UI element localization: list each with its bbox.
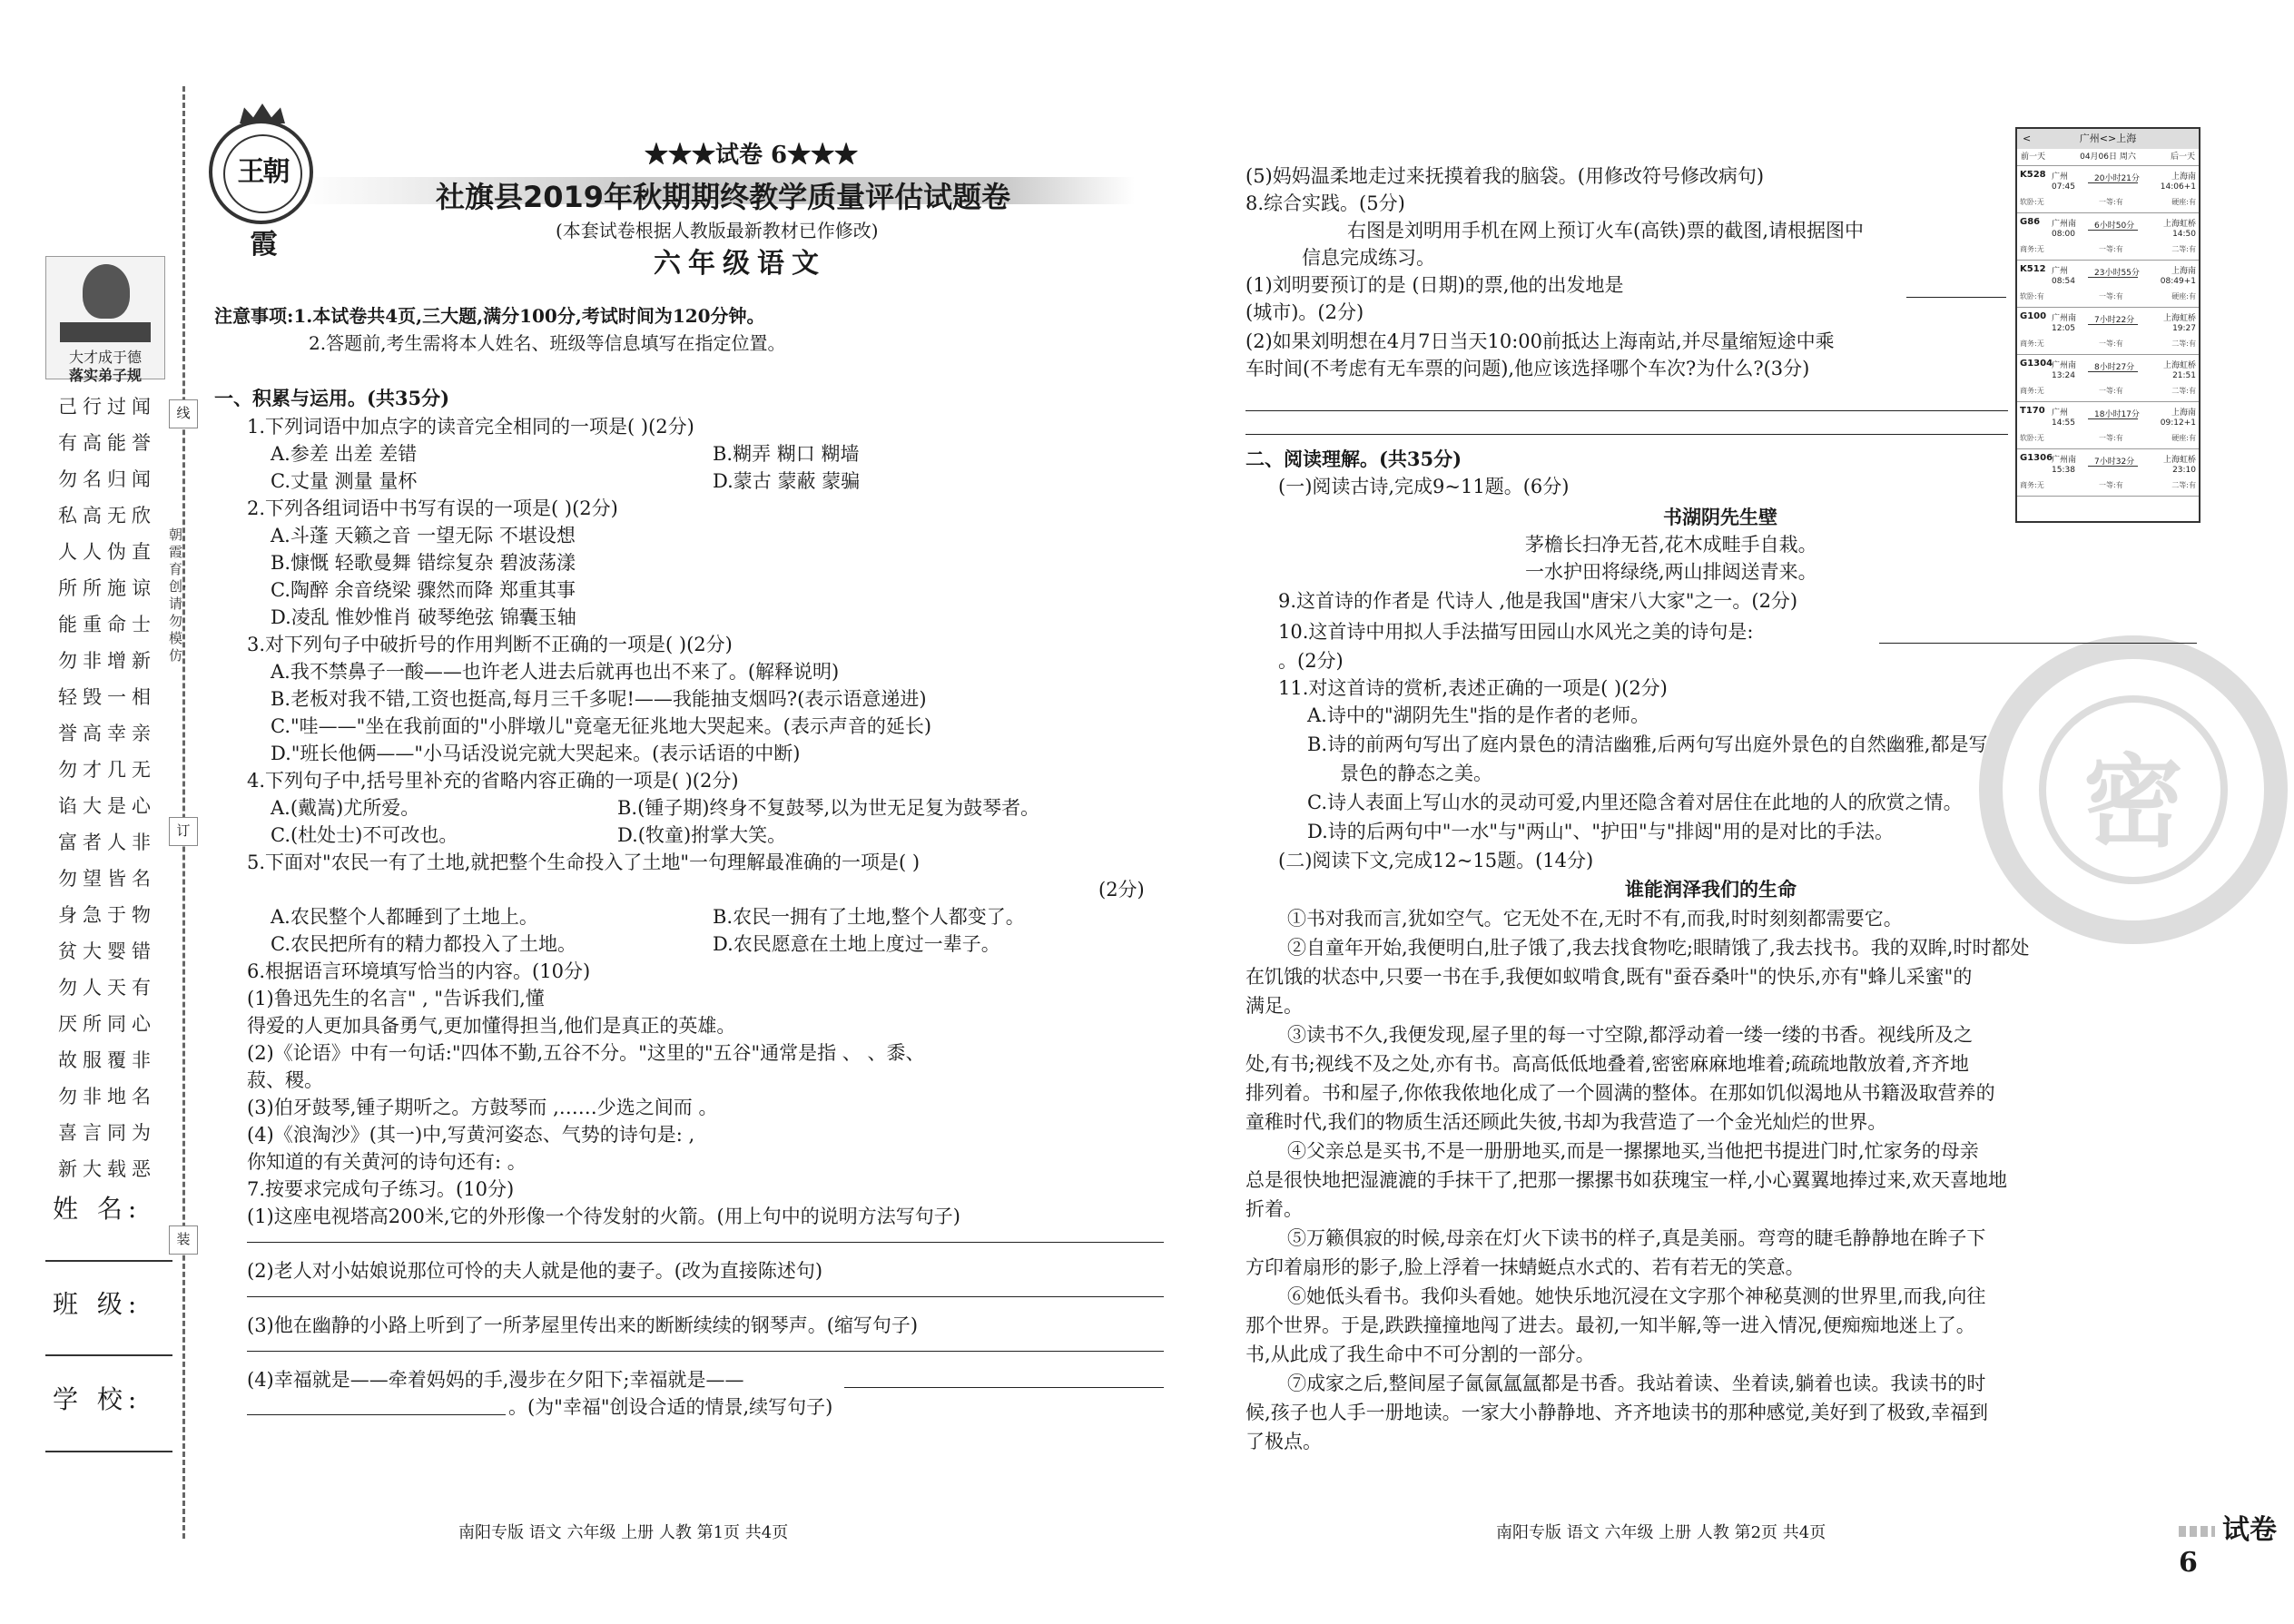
departure-station: 广州 (2052, 408, 2069, 418)
text-line: 满足。 (1245, 995, 1303, 1017)
seat-class-3: 二等:有 (2171, 245, 2196, 253)
seat-class-1: 商务:无 (2020, 245, 2044, 253)
answer-line[interactable] (1245, 410, 2008, 411)
arrival-time: 08:49+1 (2160, 277, 2196, 286)
proverb-line: 谄大是心 (58, 795, 156, 817)
text-line: 车时间(不考虑有无车票的问题),他应该选择哪个车次?为什么?(3分) (1245, 358, 1810, 379)
arrow-icon (2088, 230, 2138, 231)
text-line: 方印着扇形的影子,脸上浮着一抹蜻蜓点水式的、若有若无的笑意。 (1245, 1256, 1805, 1278)
train-row[interactable] (2017, 355, 2199, 402)
seat-class-2: 一等:有 (2099, 340, 2123, 348)
proverb-line: 贫大婴错 (58, 940, 156, 962)
crown-icon (240, 103, 285, 123)
arrival-station: 上海虹桥 (2162, 314, 2196, 323)
arrival-time: 14:06+1 (2160, 182, 2196, 192)
proverb-line: 所所施谅 (58, 577, 156, 599)
arrival-time: 19:27 (2172, 324, 2196, 333)
ticket-date-bar (2017, 149, 2199, 166)
text-line: C."哇——"坐在我前面的"小胖墩儿"竟毫无征兆地大哭起来。(表示声音的延长) (271, 715, 932, 737)
ticket-date: 04月06日 周六 (2080, 153, 2136, 162)
train-number: T170 (2020, 406, 2045, 416)
answer-line[interactable] (844, 1387, 1164, 1388)
name-field[interactable] (45, 1260, 172, 1262)
proverb-line: 勿非增新 (58, 650, 156, 672)
duration: 7小时22分 (2094, 316, 2135, 325)
student-figure-icon (83, 264, 130, 319)
text-line: 童稚时代,我们的物质生活还顾此失彼,书却为我营造了一个金光灿烂的世界。 (1245, 1111, 1887, 1133)
text-line: 那个世界。于是,跌跌撞撞地闯了进去。最初,一知半解,等一进入情况,便痴痴地迷上了。 (1245, 1314, 1975, 1336)
notice-line-2: 2.答题前,考生需将本人姓名、班级等信息填写在指定位置。 (309, 332, 786, 354)
proverb-line: 身急于物 (58, 904, 156, 926)
text-line: 在饥饿的状态中,只要一书在手,我便如蚁啃食,既有"蚕吞桑叶"的快乐,亦有"蜂儿采蜜"的 (1245, 966, 1973, 988)
train-number: G100 (2020, 311, 2047, 321)
text-line: C.丈量 测量 量杯 (271, 470, 418, 492)
text-line: ②自童年开始,我便明白,肚子饿了,我去找食物吃;眼睛饿了,我去找书。我的双眸,时时都处 (1287, 937, 2030, 959)
text-line: 2.下列各组词语中书写有误的一项是( )(2分) (247, 497, 618, 519)
binding-tag-line: 线 (169, 399, 198, 428)
text-line: 7.按要求完成句子练习。(10分) (247, 1178, 515, 1200)
departure-station: 广州南 (2052, 361, 2077, 370)
text-line: 谁能润泽我们的生命 (1625, 878, 1797, 901)
arrow-icon (2088, 418, 2138, 419)
text-line: 茅檐长扫净无苔,花木成畦手自栽。 (1525, 534, 1817, 556)
seat-class-1: 商务:无 (2020, 387, 2044, 395)
text-line: A.斗蓬 天籁之音 一望无际 不堪设想 (271, 525, 576, 546)
class-field[interactable] (45, 1354, 172, 1356)
text-line: (2)如果刘明想在4月7日当天10:00前抵达上海南站,并尽量缩短途中乘 (1245, 330, 1835, 352)
answer-line[interactable] (247, 1242, 1164, 1243)
seat-class-3: 硬座:有 (2171, 198, 2196, 206)
text-line: (2)老人对小姑娘说那位可怜的夫人就是他的妻子。(改为直接陈述句) (247, 1260, 823, 1282)
text-line: 8.综合实践。(5分) (1245, 192, 1405, 214)
arrival-station: 上海虹桥 (2162, 361, 2196, 370)
text-line: (3)伯牙鼓琴,锺子期听之。方鼓琴而 ,……少选之间而 。 (247, 1097, 718, 1118)
departure-time: 15:38 (2052, 466, 2075, 475)
text-line: (一)阅读古诗,完成9~11题。(6分) (1278, 476, 1570, 497)
text-line: (5)妈妈温柔地走过来抚摸着我的脑袋。(用修改符号修改病句) (1245, 165, 1765, 187)
arrival-station: 上海虹桥 (2162, 220, 2196, 229)
departure-time: 08:00 (2052, 230, 2075, 239)
prev-day: 前一天 (2021, 153, 2046, 162)
text-line: C.(杜处士)不可改也。 (271, 824, 458, 846)
duration: 23小时55分 (2094, 269, 2140, 278)
text-line: A.诗中的"湖阴先生"指的是作者的老师。 (1307, 704, 1650, 726)
text-line: A.参差 出差 差错 (271, 443, 418, 465)
text-line: 一、积累与运用。(共35分) (214, 387, 450, 409)
motto-line-2: 落实弟子规 (68, 367, 142, 384)
text-line: (城市)。(2分) (1245, 301, 1364, 323)
footer-left: 南阳专版 语文 六年级 上册 人教 第1页 共4页 (458, 1523, 789, 1542)
text-line: 排列着。书和屋子,你侬我侬地化成了一个圆满的整体。在那如饥似渴地从书籍汲取营养的 (1245, 1082, 1995, 1104)
text-line: 候,孩子也人手一册地读。一家大小静静地、齐齐地读书的那种感觉,美好到了极致,幸福到 (1245, 1402, 1989, 1423)
arrival-time: 23:10 (2172, 466, 2196, 475)
duration: 8小时27分 (2094, 363, 2135, 372)
proverb-line: 厌所同心 (58, 1013, 156, 1035)
departure-time: 12:05 (2052, 324, 2075, 333)
text-line: B.(锺子期)终身不复鼓琴,以为世无足复为鼓琴者。 (617, 797, 1040, 819)
next-day: 后一天 (2170, 153, 2195, 162)
ticket-route-label: 广州<>上海 (2079, 133, 2137, 144)
departure-station: 广州 (2052, 267, 2069, 276)
ticket-route (2017, 129, 2199, 149)
grade-subject: 六年级语文 (654, 248, 826, 280)
train-row[interactable] (2017, 402, 2199, 449)
text-line: (1)鲁迅先生的名言" , "告诉我们,懂 (247, 988, 545, 1009)
arrival-station: 上海南 (2171, 267, 2196, 276)
arrival-station: 上海南 (2171, 408, 2196, 418)
text-line: 10.这首诗中用拟人手法描写田园山水风光之美的诗句是: (1278, 621, 1754, 643)
text-line: D.(牧童)拊掌大笑。 (617, 824, 787, 846)
text-line: A.(戴嵩)尤所爱。 (271, 797, 420, 819)
text-line: D.诗的后两句中"一水"与"两山"、"护田"与"排闼"用的是对比的手法。 (1307, 821, 1895, 842)
back-icon: < (2023, 133, 2032, 144)
desk-icon (60, 322, 151, 342)
train-number: G1306 (2020, 453, 2053, 463)
arrow-icon (2088, 466, 2138, 467)
train-row[interactable] (2017, 261, 2199, 308)
train-row[interactable] (2017, 166, 2199, 213)
text-line: 信息完成练习。 (1302, 247, 1435, 269)
seat-class-2: 一等:有 (2099, 481, 2123, 489)
text-line: B.老板对我不错,工资也挺高,每月三千多呢!——我能抽支烟吗?(表示语意递进) (271, 688, 927, 710)
departure-time: 08:54 (2052, 277, 2075, 286)
text-line: B.慷慨 轻歌曼舞 错综复杂 碧波荡漾 (271, 552, 576, 574)
answer-line[interactable] (247, 1414, 506, 1415)
departure-time: 14:55 (2052, 418, 2075, 428)
text-line: 你知道的有关黄河的诗句还有: 。 (247, 1151, 527, 1173)
text-line: ④父亲总是买书,不是一册册地买,而是一摞摞地买,当他把书提进门时,忙家务的母亲 (1287, 1140, 1979, 1162)
arrival-station: 上海南 (2171, 172, 2196, 182)
seat-class-3: 硬座:有 (2171, 434, 2196, 442)
text-line: A.农民整个人都睡到了土地上。 (271, 906, 538, 928)
text-line: B.农民一拥有了土地,整个人都变了。 (713, 906, 1025, 928)
text-line: A.我不禁鼻子一酸——也许老人进去后就再也出不来了。(解释说明) (271, 661, 840, 683)
text-line: D.凌乱 惟妙惟肖 破琴绝弦 锦囊玉轴 (271, 606, 576, 628)
seat-class-2: 一等:有 (2099, 292, 2123, 300)
school-label: 学 校: (53, 1384, 143, 1414)
logo-text: 王朝霞 (223, 134, 302, 213)
seat-class-1: 软卧:无 (2020, 434, 2044, 442)
binding-tag-bind: 装 (169, 1225, 198, 1255)
text-line: 得爱的人更加具备勇气,更加懂得担当,他们是真正的英雄。 (247, 1015, 736, 1037)
text-line: (1)这座电视塔高200米,它的外形像一个待发射的火箭。(用上句中的说明方法写句子) (247, 1206, 960, 1227)
proverb-line: 人人伪直 (58, 541, 156, 563)
text-line: 折着。 (1245, 1198, 1303, 1220)
arrival-time: 09:12+1 (2160, 418, 2196, 428)
duration: 18小时17分 (2094, 410, 2140, 419)
motto-line-1: 大才成于德 (68, 349, 142, 366)
class-label: 班 级: (53, 1289, 143, 1319)
exam-subtitle: (本套试卷根据人教版最新教材已作修改) (556, 220, 879, 241)
text-line: C.农民把所有的精力都投入了土地。 (271, 933, 576, 955)
proverb-line: 勿才几无 (58, 759, 156, 781)
arrow-icon (2088, 371, 2138, 372)
dots-icon (2179, 1526, 2215, 1537)
proverb-line: 富者人非 (58, 832, 156, 853)
brand-logo (209, 120, 313, 261)
margin-note: 朝霞育创·请勿模仿 (169, 527, 187, 664)
paper-badge: ★★★试卷 6★★★ (645, 142, 859, 169)
proverb-line: 勿名归闻 (58, 468, 156, 490)
departure-station: 广州南 (2052, 314, 2077, 323)
text-line: (4)幸福就是——牵着妈妈的手,漫步在夕阳下;幸福就是—— (247, 1369, 744, 1391)
text-line: 了极点。 (1245, 1431, 1322, 1452)
proverb-column (58, 392, 160, 1191)
school-field[interactable] (45, 1451, 172, 1452)
proverb-line: 新大载恶 (58, 1158, 156, 1180)
text-line: B.诗的前两句写出了庭内景色的清洁幽雅,后两句写出庭外景色的自然幽雅,都是写 (1307, 733, 1988, 755)
seat-class-3: 二等:有 (2171, 387, 2196, 395)
seat-class-2: 一等:有 (2099, 245, 2123, 253)
proverb-line: 誉高幸亲 (58, 723, 156, 744)
text-line: ③读书不久,我便发现,屋子里的每一寸空隙,都浮动着一缕一缕的书香。视线所及之 (1287, 1024, 1974, 1046)
train-number: K528 (2020, 170, 2046, 180)
text-line: C.诗人表面上写山水的灵动可爱,内里还隐含着对居住在此地的人的欣赏之情。 (1307, 792, 1963, 813)
proverb-line: 勿人天有 (58, 977, 156, 999)
footer-badge-text: 试卷 6 (2179, 1514, 2277, 1579)
seat-class-1: 软卧:有 (2020, 292, 2044, 300)
duration: 20小时21分 (2094, 174, 2140, 183)
stamp-char: 密 (2083, 743, 2183, 861)
seat-class-1: 商务:无 (2020, 481, 2044, 489)
train-number: G86 (2020, 217, 2041, 227)
arrival-station: 上海虹桥 (2162, 456, 2196, 465)
train-row[interactable] (2017, 449, 2199, 497)
text-line: 9.这首诗的作者是 代诗人 ,他是我国"唐宋八大家"之一。(2分) (1278, 590, 1798, 612)
answer-line[interactable] (1245, 434, 2008, 435)
proverb-line: 喜言同为 (58, 1122, 156, 1144)
text-line: (2分) (1098, 879, 1145, 901)
arrival-time: 14:50 (2172, 230, 2196, 239)
binding-tag-order: 订 (169, 817, 198, 846)
proverb-line: 勿非地名 (58, 1086, 156, 1107)
text-line: ①书对我而言,犹如空气。它无处不在,无时不有,而我,时时刻刻都需要它。 (1287, 908, 1903, 930)
proverb-line: 己行过闻 (58, 396, 156, 418)
proverb-line: 私高无欣 (58, 505, 156, 527)
train-number: K512 (2020, 264, 2046, 274)
seat-class-3: 硬座:有 (2171, 292, 2196, 300)
text-line: 总是很快地把湿漉漉的手抹干了,把那一摞摞书如获瑰宝一样,小心翼翼地捧过来,欢天喜地地 (1245, 1169, 2008, 1191)
text-line: ⑦成家之后,整间屋子氤氤氲氲都是书香。我站着读、坐着读,躺着也读。我读书的时 (1287, 1373, 1986, 1394)
seat-class-2: 一等:有 (2099, 198, 2123, 206)
proverb-line: 轻毁一相 (58, 686, 156, 708)
text-line: (二)阅读下文,完成12~15题。(14分) (1278, 850, 1594, 871)
arrow-icon (2088, 277, 2138, 278)
text-line: 书湖阴先生壁 (1663, 506, 1777, 528)
train-row[interactable] (2017, 308, 2199, 355)
notice-line-1: 注意事项:1.本试卷共4页,三大题,满分100分,考试时间为120分钟。 (214, 305, 765, 327)
text-line: 1.下列词语中加点字的读音完全相同的一项是( )(2分) (247, 416, 694, 438)
text-line: 6.根据语言环境填写恰当的内容。(10分) (247, 960, 591, 982)
answer-line[interactable] (1906, 297, 2006, 298)
text-line: 二、阅读理解。(共35分) (1245, 448, 1462, 470)
footer-badge (2179, 1507, 2294, 1579)
binding-line (182, 86, 185, 1539)
arrow-icon (2088, 324, 2138, 325)
text-line: B.糊弄 糊口 糊墙 (713, 443, 860, 465)
text-line: 11.对这首诗的赏析,表述正确的一项是( )(2分) (1278, 677, 1668, 699)
answer-line[interactable] (247, 1296, 1164, 1297)
text-line: C.陶醉 余音绕梁 骤然而降 郑重其事 (271, 579, 576, 601)
text-line: (2)《论语》中有一句话:"四体不勤,五谷不分。"这里的"五谷"通常是指 、 、黍、 (247, 1042, 925, 1064)
text-line: 5.下面对"农民一有了土地,就把整个生命投入了土地"一句理解最准确的一项是( ) (247, 851, 921, 873)
seat-class-1: 商务:无 (2020, 340, 2044, 348)
text-line: 书,从此成了我生命中不可分割的一部分。 (1245, 1343, 1595, 1365)
duration: 6小时50分 (2094, 221, 2135, 231)
train-ticket-screenshot (2015, 127, 2200, 523)
seat-class-2: 一等:有 (2099, 434, 2123, 442)
text-line: 景色的静态之美。 (1340, 763, 1492, 784)
text-line: D.农民愿意在土地上度过一辈子。 (713, 933, 1000, 955)
answer-line[interactable] (247, 1351, 1164, 1352)
text-line: D.蒙古 蒙蔽 蒙骗 (713, 470, 861, 492)
seat-class-2: 一等:有 (2099, 387, 2123, 395)
text-line: ⑤万籁俱寂的时候,母亲在灯火下读书的样子,真是美丽。弯弯的睫毛静静地在眸子下 (1287, 1227, 1986, 1249)
text-line: 右图是刘明用手机在网上预订火车(高铁)票的截图,请根据图中 (1347, 220, 1865, 241)
exam-title: 社旗县2019年秋期期终教学质量评估试题卷 (436, 180, 1011, 214)
departure-station: 广州南 (2052, 456, 2077, 465)
text-line: (4)《浪淘沙》(其一)中,写黄河姿态、气势的诗句是: , (247, 1124, 695, 1146)
proverb-line: 故服覆非 (58, 1049, 156, 1071)
text-line: 一水护田将绿绕,两山排闼送青来。 (1525, 561, 1817, 583)
text-line: (3)他在幽静的小路上听到了一所茅屋里传出来的断断续续的钢琴声。(缩写句子) (247, 1314, 919, 1336)
arrow-icon (2088, 182, 2138, 183)
answer-line[interactable] (1879, 643, 2197, 644)
text-line: (1)刘明要预订的是 (日期)的票,他的出发地是 (1245, 274, 1624, 296)
motto-illustration (45, 256, 165, 384)
seat-class-3: 二等:有 (2171, 481, 2196, 489)
departure-station: 广州 (2052, 172, 2069, 182)
text-line: 。(为"幸福"创设合适的情景,续写句子) (508, 1396, 833, 1418)
departure-station: 广州南 (2052, 220, 2077, 229)
text-line: D."班长他俩——"小马话没说完就大哭起来。(表示话语的中断) (271, 743, 801, 764)
text-line: 处,有书;视线不及之处,亦有书。高高低低地叠着,密密麻麻地堆着;疏疏地散放着,齐齐地 (1245, 1053, 1969, 1075)
name-label: 姓 名: (53, 1194, 143, 1224)
text-line: 3.对下列句子中破折号的作用判断不正确的一项是( )(2分) (247, 634, 733, 655)
footer-right: 南阳专版 语文 六年级 上册 人教 第2页 共4页 (1496, 1523, 1826, 1542)
duration: 7小时32分 (2094, 458, 2135, 467)
watermark-stamp (1979, 635, 2288, 944)
ticket-rows (2017, 166, 2199, 497)
arrival-time: 21:51 (2172, 371, 2196, 380)
train-row[interactable] (2017, 213, 2199, 261)
proverb-line: 有高能誉 (58, 432, 156, 454)
departure-time: 07:45 (2052, 182, 2075, 192)
proverb-line: 能重命士 (58, 614, 156, 635)
text-line: 菽、稷。 (247, 1069, 323, 1091)
seat-class-1: 软卧:无 (2020, 198, 2044, 206)
text-line: 4.下列句子中,括号里补充的省略内容正确的一项是( )(2分) (247, 770, 739, 792)
train-number: G1304 (2020, 359, 2053, 369)
text-line: 。(2分) (1278, 650, 1344, 672)
departure-time: 13:24 (2052, 371, 2075, 380)
text-line: ⑥她低头看书。我仰头看她。她快乐地沉浸在文字那个神秘莫测的世界里,而我,向往 (1287, 1285, 1986, 1307)
proverb-line: 勿望皆名 (58, 868, 156, 890)
seat-class-3: 二等:有 (2171, 340, 2196, 348)
